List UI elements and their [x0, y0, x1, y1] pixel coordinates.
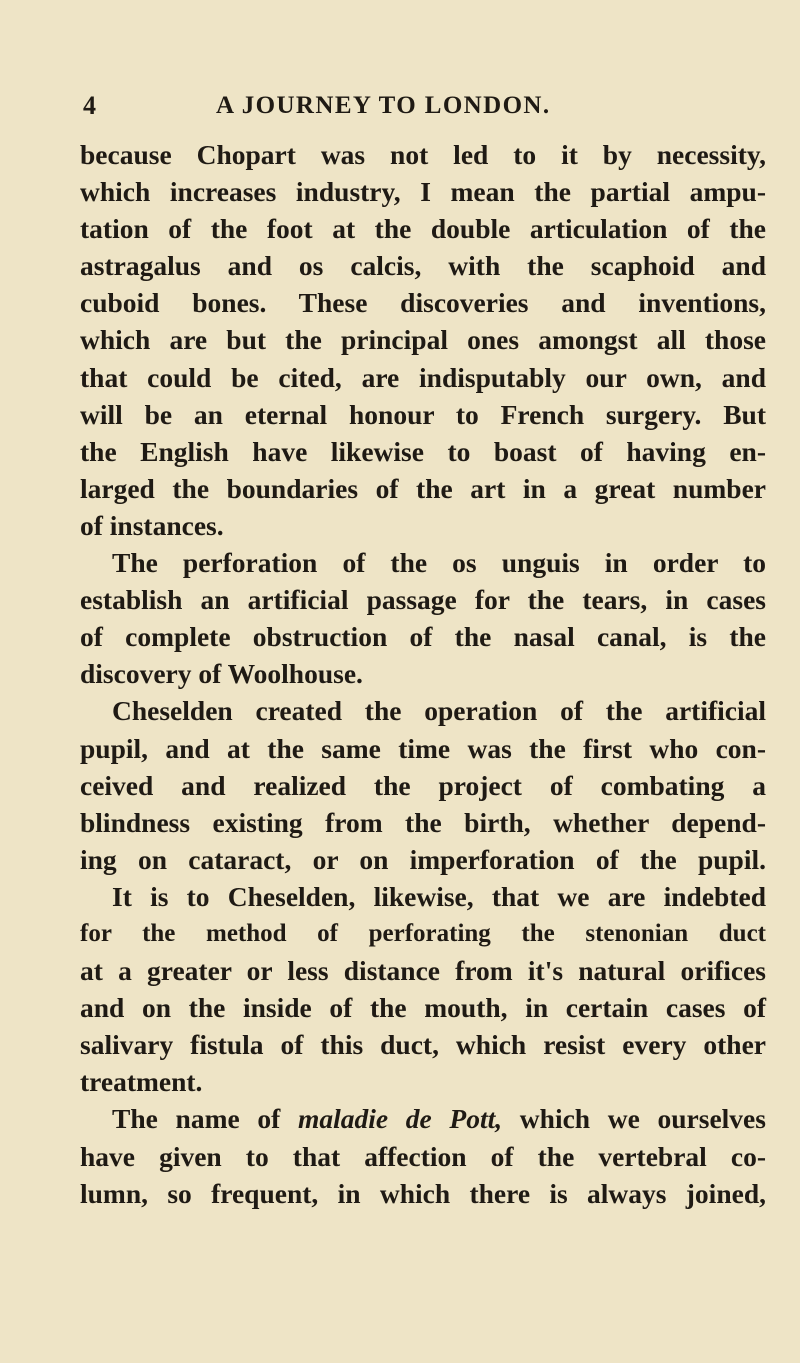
text-line: treatment.: [80, 1066, 203, 1098]
text-run: The name of: [112, 1103, 298, 1135]
text-line: astragalus and os calcis, with the scaphoid and: [80, 250, 766, 282]
running-head: A JOURNEY TO LONDON.: [216, 92, 551, 119]
text-line: discovery of Woolhouse.: [80, 658, 363, 690]
text-line: at a greater or less distance from it's natural orifices: [80, 955, 766, 987]
text-line: The perforation of the os unguis in order to: [112, 547, 766, 579]
text-line: of instances.: [80, 509, 224, 541]
text-line: for the method of perforating the stenonian duct: [80, 919, 766, 947]
page-header: [0, 86, 800, 126]
text-line: the English have likewise to boast of having en-: [80, 435, 766, 467]
text-line-with-italic: [80, 1100, 766, 1137]
text-line: It is to Cheselden, likewise, that we are indebted: [112, 880, 766, 912]
text-line: that could be cited, are indisputably our own, and: [80, 361, 766, 393]
text-line: tation of the foot at the double articulation of the: [80, 213, 766, 245]
italic-term: maladie de Pott,: [297, 1103, 503, 1135]
text-run: which we ourselves: [502, 1103, 766, 1135]
page-number: 4: [83, 91, 96, 120]
text-line: establish an artificial passage for the tears, in cases: [80, 584, 766, 616]
text-line: salivary fistula of this duct, which resist every other: [80, 1029, 766, 1061]
text-line: ing on cataract, or on imperforation of the pupil.: [80, 843, 766, 875]
text-line: and on the inside of the mouth, in certain cases of: [80, 992, 766, 1024]
text-line: will be an eternal honour to French surgery. But: [80, 398, 766, 430]
text-line: blindness existing from the birth, whether depend-: [80, 806, 766, 838]
text-line: which are but the principal ones amongst all those: [80, 324, 766, 356]
text-line: pupil, and at the same time was the first who con-: [80, 732, 766, 764]
text-line: Cheselden created the operation of the artificial: [112, 695, 766, 727]
text-line: have given to that affection of the vertebral co-: [80, 1140, 766, 1172]
text-line: cuboid bones. These discoveries and inventions,: [80, 287, 766, 319]
text-line: because Chopart was not led to it by necessity,: [80, 139, 766, 170]
text-line: which increases industry, I mean the partial ampu-: [80, 176, 766, 208]
text-line: larged the boundaries of the art in a great number: [80, 472, 766, 504]
text-line: lumn, so frequent, in which there is always joined,: [80, 1177, 766, 1209]
text-line: of complete obstruction of the nasal canal, is the: [80, 621, 766, 653]
text-line: ceived and realized the project of combating a: [80, 769, 766, 801]
body-text: [80, 136, 766, 1212]
